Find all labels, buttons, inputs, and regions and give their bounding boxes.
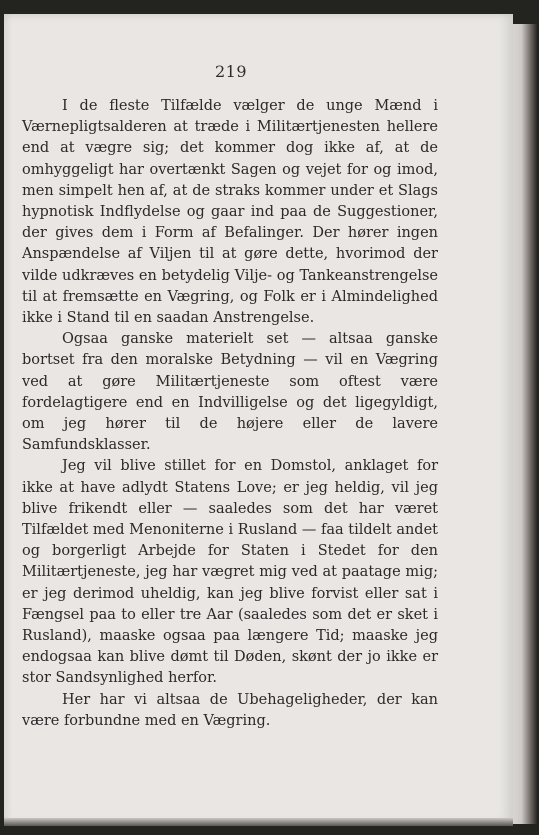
page-edge [513, 24, 537, 824]
paragraph: Her har vi altsaa de Ubehageligheder, der kan være forbundne med en Vægring. [22, 691, 438, 729]
paragraph: Jeg vil blive stillet for en Domstol, anklaget for ikke at have adlydt Statens Love; er jeg heldig, vil jeg blive frikendt eller — saaledes som det har været Tilfældet med Menoniterne i Rusland — faa tildelt andet og borgerligt Arbejde for Staten i Stedet for den Militærtjeneste, jeg har vægret mig ved at paatage mig; er jeg derimod uheldig, kan jeg blive forvist eller sat i Fængsel paa to eller tre Aar (saaledes som det er sket i Rusland), maaske ogsaa paa længere Tid; maaske jeg endogsaa kan blive dømt til Døden, skønt der jo ikke er stor Sandsynlighed herfor. [22, 458, 438, 687]
paragraph: I de fleste Tilfælde vælger de unge Mænd i Værnepligtsalderen at træde i Militærtjenesten hellere end at vægre sig; det kommer dog ikke af, at de omhyggeligt har overtænkt Sagen og vejet for og imod, men simpelt hen af, at de straks kommer under et Slags hypnotisk Indflydelse og gaar ind paa de Suggestioner, der gives dem i Form af Befalinger. Der hører ingen Anspændelse af Viljen til at gøre dette, hvorimod der vilde udkræves en betydelig Vilje- og Tankeanstrengelse til at fremsætte en Vægring, og Folk er i Almindelighed ikke i Stand til en saadan Anstrengelse. [22, 98, 438, 327]
paragraph: Ogsaa ganske materielt set — altsaa ganske bortset fra den moralske Betydning — vil en Vægring ved at gøre Militærtjeneste som oftest være fordelagtigere end en Indvilligelse og det ligegyldigt, om jeg hører til de højere eller de lavere Samfundsklasser. [22, 331, 438, 454]
body-text [22, 96, 438, 732]
page-bottom-edge [4, 818, 513, 826]
page-number: 219 [214, 62, 248, 81]
